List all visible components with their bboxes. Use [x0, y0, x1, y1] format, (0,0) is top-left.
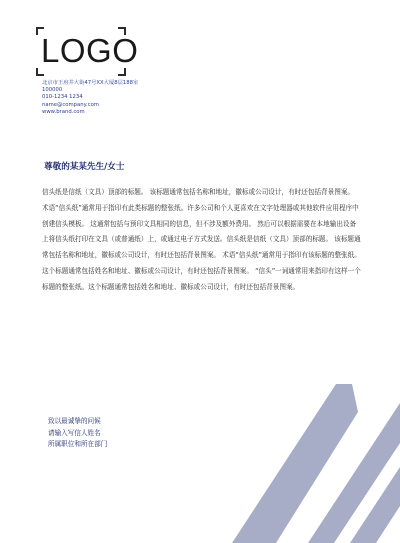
letter-body: 信头纸是信纸（文具）顶部的标题。 该标题通常包括名称和地址，徽标或公司设计，有时还包括背景图案。 术语“信头纸”通常用于指印有此类标题的整张纸。许多公司和个人更喜欢在文字处理器或其他软件应用程序中创建信头模板。 这通常包括与预印文具相同的信息，但不涉及额外费用。 然后可以根据需要在本地输出设备上将信头纸打印在文具（或普通纸）上，或通过电子方式发送。信头纸是信纸（文具）顶部的标题。 该标题通常包括名称和地址，徽标或公司设计，有时还包括背景图案。 术语“信头纸”通常用于指印有该标题的整张纸。这个标题通常包括姓名和地址、徽标或公司设计，有时还包括背景图案。 “信头”一词通常用来指印有这样一个标题的整张纸。这个标题通常包括姓名和地址、徽标或公司设计，有时还包括背景图案。	[42, 188, 361, 291]
closing-greeting: 致以最诚挚的问候	[48, 417, 101, 425]
sender-name: 请输入写信人姓名	[48, 428, 101, 437]
sender-position: 所属职位和所在部门	[48, 440, 108, 448]
contact-email[interactable]: name@company.com	[42, 101, 99, 108]
contact-website[interactable]: www.brand.com	[42, 108, 85, 115]
contact-postcode: 100000	[42, 87, 63, 94]
logo-text: LOGO	[41, 32, 139, 69]
salutation: 尊敬的某某先生/女士	[44, 162, 125, 172]
contact-phone: 010-1234 1234	[42, 94, 83, 101]
contact-address: 北京市王府井大街47号XX大厦8层188室	[42, 80, 139, 86]
